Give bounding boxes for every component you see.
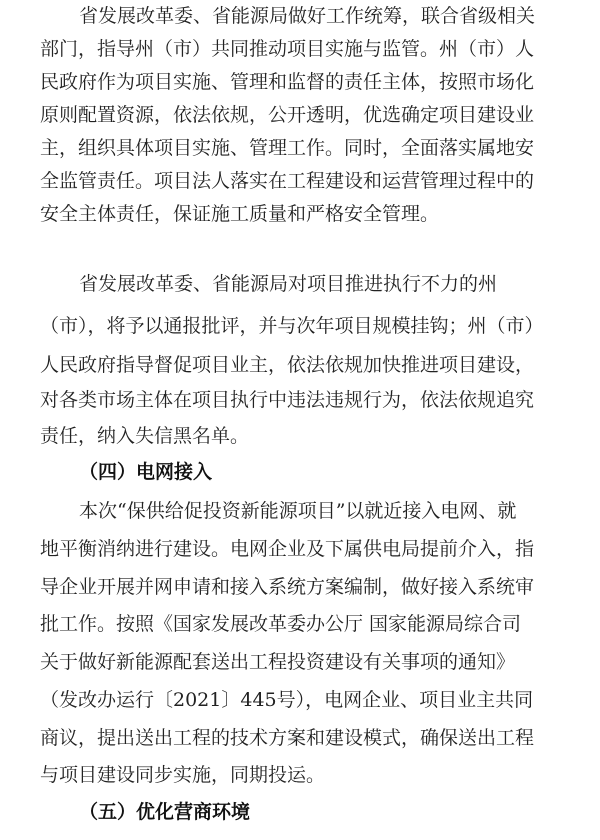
paragraph-3-line-5: 关于做好新能源配套送出工程投资建设有关事项的通知》 bbox=[40, 651, 516, 673]
paragraph-2-line-5: 责任，纳入失信黑名单。 bbox=[40, 425, 250, 447]
paragraph-3-line-4: 批工作。按照《国家发展改革委办公厅 国家能源局综合司 bbox=[40, 613, 522, 635]
paragraph-1-line-6: 全监管责任。项目法人落实在工程建设和运营管理过程中的 bbox=[40, 170, 535, 192]
paragraph-2-line-4: 对各类市场主体在项目执行中违法违规行为，依法依规追究 bbox=[40, 389, 535, 411]
paragraph-2-line-2: （市），将予以通报批评，并与次年项目规模挂钩；州（市） bbox=[40, 315, 544, 337]
section-heading-grid-connection: （四）电网接入 bbox=[79, 461, 213, 483]
paragraph-3-line-2: 地平衡消纳进行建设。电网企业及下属供电局提前介入，指 bbox=[40, 538, 535, 560]
paragraph-1-line-7: 安全主体责任，保证施工质量和严格安全管理。 bbox=[40, 203, 440, 225]
paragraph-2-line-3: 人民政府指导督促项目业主，依法依规加快推进项目建设， bbox=[40, 354, 535, 376]
paragraph-1-line-2: 部门，指导州（市）共同推动项目实施与监管。州（市）人 bbox=[40, 38, 535, 60]
paragraph-3-line-6: （发改办运行〔2021〕445号），电网企业、项目业主共同 bbox=[40, 689, 534, 711]
paragraph-3-line-3: 导企业开展并网申请和接入系统方案编制，做好接入系统审 bbox=[40, 576, 535, 598]
paragraph-3-line-7: 商议，提出送出工程的技术方案和建设模式，确保送出工程 bbox=[40, 727, 535, 749]
section-heading-business-environment: （五）优化营商环境 bbox=[79, 801, 251, 823]
paragraph-1-line-4: 原则配置资源，依法依规，公开透明，优选确定项目建设业 bbox=[40, 104, 535, 126]
paragraph-3-line-8: 与项目建设同步实施，同期投运。 bbox=[40, 764, 326, 786]
paragraph-1-line-5: 主，组织具体项目实施、管理工作。同时，全面落实属地安 bbox=[40, 137, 535, 159]
paragraph-3-line-1: 本次“保供给促投资新能源项目”以就近接入电网、就 bbox=[79, 500, 517, 522]
paragraph-2-line-1: 省发展改革委、省能源局对项目推进执行不力的州 bbox=[79, 273, 498, 295]
paragraph-1-line-3: 民政府作为项目实施、管理和监督的责任主体，按照市场化 bbox=[40, 71, 535, 93]
paragraph-1-line-1: 省发展改革委、省能源局做好工作统筹，联合省级相关 bbox=[79, 5, 536, 27]
